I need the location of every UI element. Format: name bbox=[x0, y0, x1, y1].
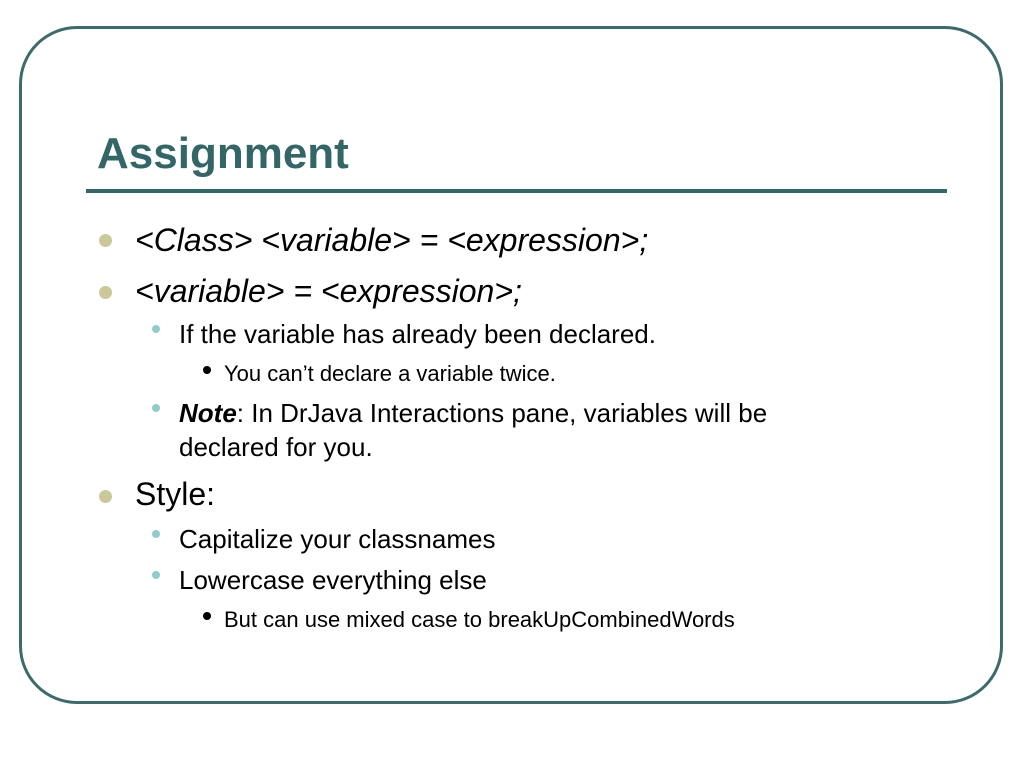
bullet-item-class-syntax: <Class> <variable> = <expression>; bbox=[135, 222, 649, 258]
bullet-item-already-declared: If the variable has already been declared. bbox=[179, 319, 656, 349]
bullet-marker bbox=[99, 286, 112, 299]
bullet-item-lowercase: Lowercase everything else bbox=[179, 565, 487, 595]
bullet-item-mixed-case: But can use mixed case to breakUpCombinedWords bbox=[224, 607, 735, 632]
bullet-marker bbox=[152, 325, 160, 333]
bullet-item-style: Style: bbox=[135, 476, 216, 512]
slide-title: Assignment bbox=[97, 129, 349, 178]
bullet-marker bbox=[152, 404, 160, 412]
bullet-marker bbox=[203, 612, 211, 620]
bullet-item-capitalize: Capitalize your classnames bbox=[179, 524, 496, 554]
bullet-item-declare-twice: You can’t declare a variable twice. bbox=[224, 361, 556, 386]
note-text-continued: declared for you. bbox=[179, 432, 373, 462]
bullet-marker bbox=[99, 234, 112, 247]
bullet-marker bbox=[152, 571, 160, 579]
bullet-marker bbox=[203, 366, 211, 374]
bullet-item-note bbox=[179, 396, 767, 430]
note-text: : In DrJava Interactions pane, variables will be bbox=[236, 398, 768, 428]
bullet-marker bbox=[99, 490, 112, 503]
bullet-item-variable-syntax: <variable> = <expression>; bbox=[135, 273, 522, 309]
bullet-marker bbox=[152, 530, 160, 538]
note-label: Note bbox=[179, 398, 237, 428]
